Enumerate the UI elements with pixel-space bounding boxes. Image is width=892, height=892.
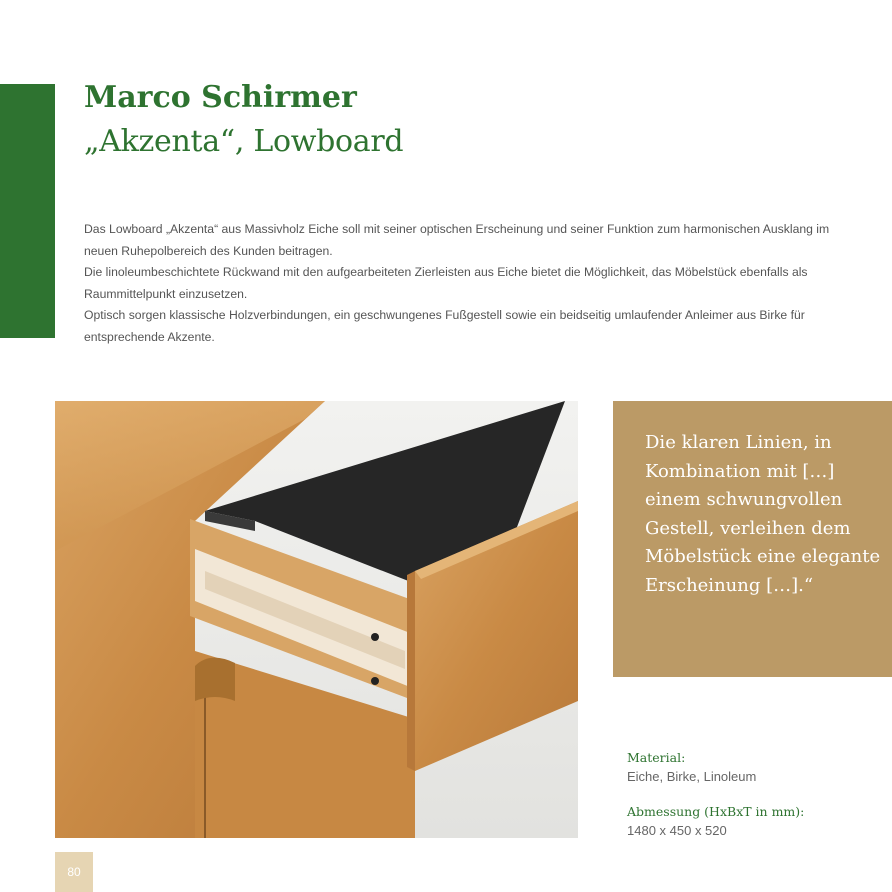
dimensions-value: 1480 x 450 x 520 bbox=[627, 823, 727, 838]
material-label: Material: bbox=[627, 750, 686, 765]
page-number-text: 80 bbox=[67, 865, 81, 879]
product-photo bbox=[55, 401, 578, 838]
description-paragraph: Das Lowboard „Akzenta“ aus Massivholz Eiche soll mit seiner optischen Erscheinung und seiner Funktion zum harmonischen Ausklang im neuen Ruhepolbereich des Kunden beitragen. bbox=[84, 222, 830, 258]
material-spec bbox=[627, 750, 756, 784]
description-paragraph: Optisch sorgen klassische Holzverbindungen, ein geschwungenes Fußgestell sowie ein beidseitig umlaufender Anleimer aus Birke für entsprechende Akzente. bbox=[84, 308, 805, 344]
description-paragraph: Die linoleumbeschichtete Rückwand mit den aufgearbeiteten Zierleisten aus Eiche bietet die Möglichkeit, das Möbelstück ebenfalls als Raummittelpunkt einzusetzen. bbox=[84, 265, 808, 301]
designer-name: Marco Schirmer bbox=[84, 80, 357, 115]
quote-box bbox=[613, 401, 892, 677]
description bbox=[84, 219, 844, 349]
material-value: Eiche, Birke, Linoleum bbox=[627, 769, 757, 784]
green-accent-bar bbox=[0, 84, 55, 338]
pull-quote: Die klaren Linien, in Kombination mit […] einem schwungvollen Gestell, verleihen dem Möbelstück eine elegante Erscheinung […].“ bbox=[645, 432, 881, 596]
dimensions-spec bbox=[627, 804, 804, 838]
dimensions-label: Abmessung (HxBxT in mm): bbox=[627, 804, 805, 819]
lowboard-drawer-illustration bbox=[55, 401, 578, 838]
page-number bbox=[55, 852, 93, 892]
product-title: „Akzenta“, Lowboard bbox=[84, 124, 404, 159]
